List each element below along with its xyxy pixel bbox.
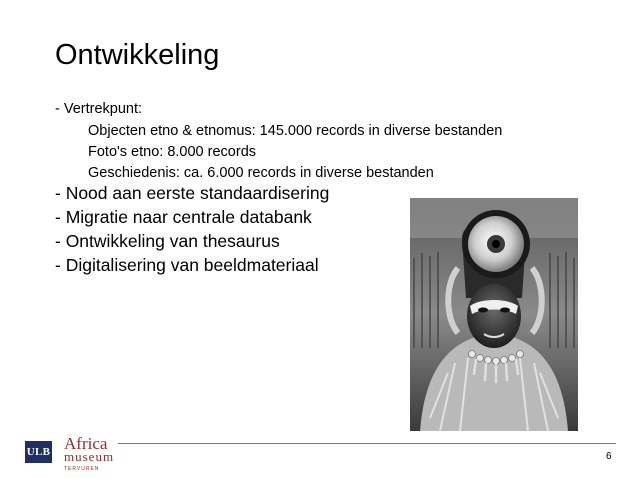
intro-line: - Vertrekpunt:: [55, 101, 143, 117]
ulb-logo: ULB: [25, 441, 52, 463]
page-number: 6: [606, 451, 612, 462]
sub-item: Foto's etno: 8.000 records: [88, 144, 257, 160]
africa-museum-logo-sub: museum: [64, 449, 115, 464]
africa-museum-logo-word: Africa: [64, 434, 108, 453]
sub-item: Objecten etno & etnomus: 145.000 records in diverse bestanden: [88, 123, 503, 139]
africa-museum-logo-small: TERVUREN: [64, 466, 100, 472]
footer-divider: [118, 443, 616, 444]
bullet-item: - Digitalisering van beeldmateriaal: [55, 255, 319, 275]
slide-title: Ontwikkeling: [55, 39, 220, 71]
bullet-item: - Nood aan eerste standaardisering: [55, 183, 330, 203]
bullet-item: - Migratie naar centrale databank: [55, 207, 312, 227]
masked-figure-photo: [410, 198, 578, 431]
bullet-item: - Ontwikkeling van thesaurus: [55, 231, 280, 251]
sub-item: Geschiedenis: ca. 6.000 records in diverse bestanden: [88, 165, 434, 181]
